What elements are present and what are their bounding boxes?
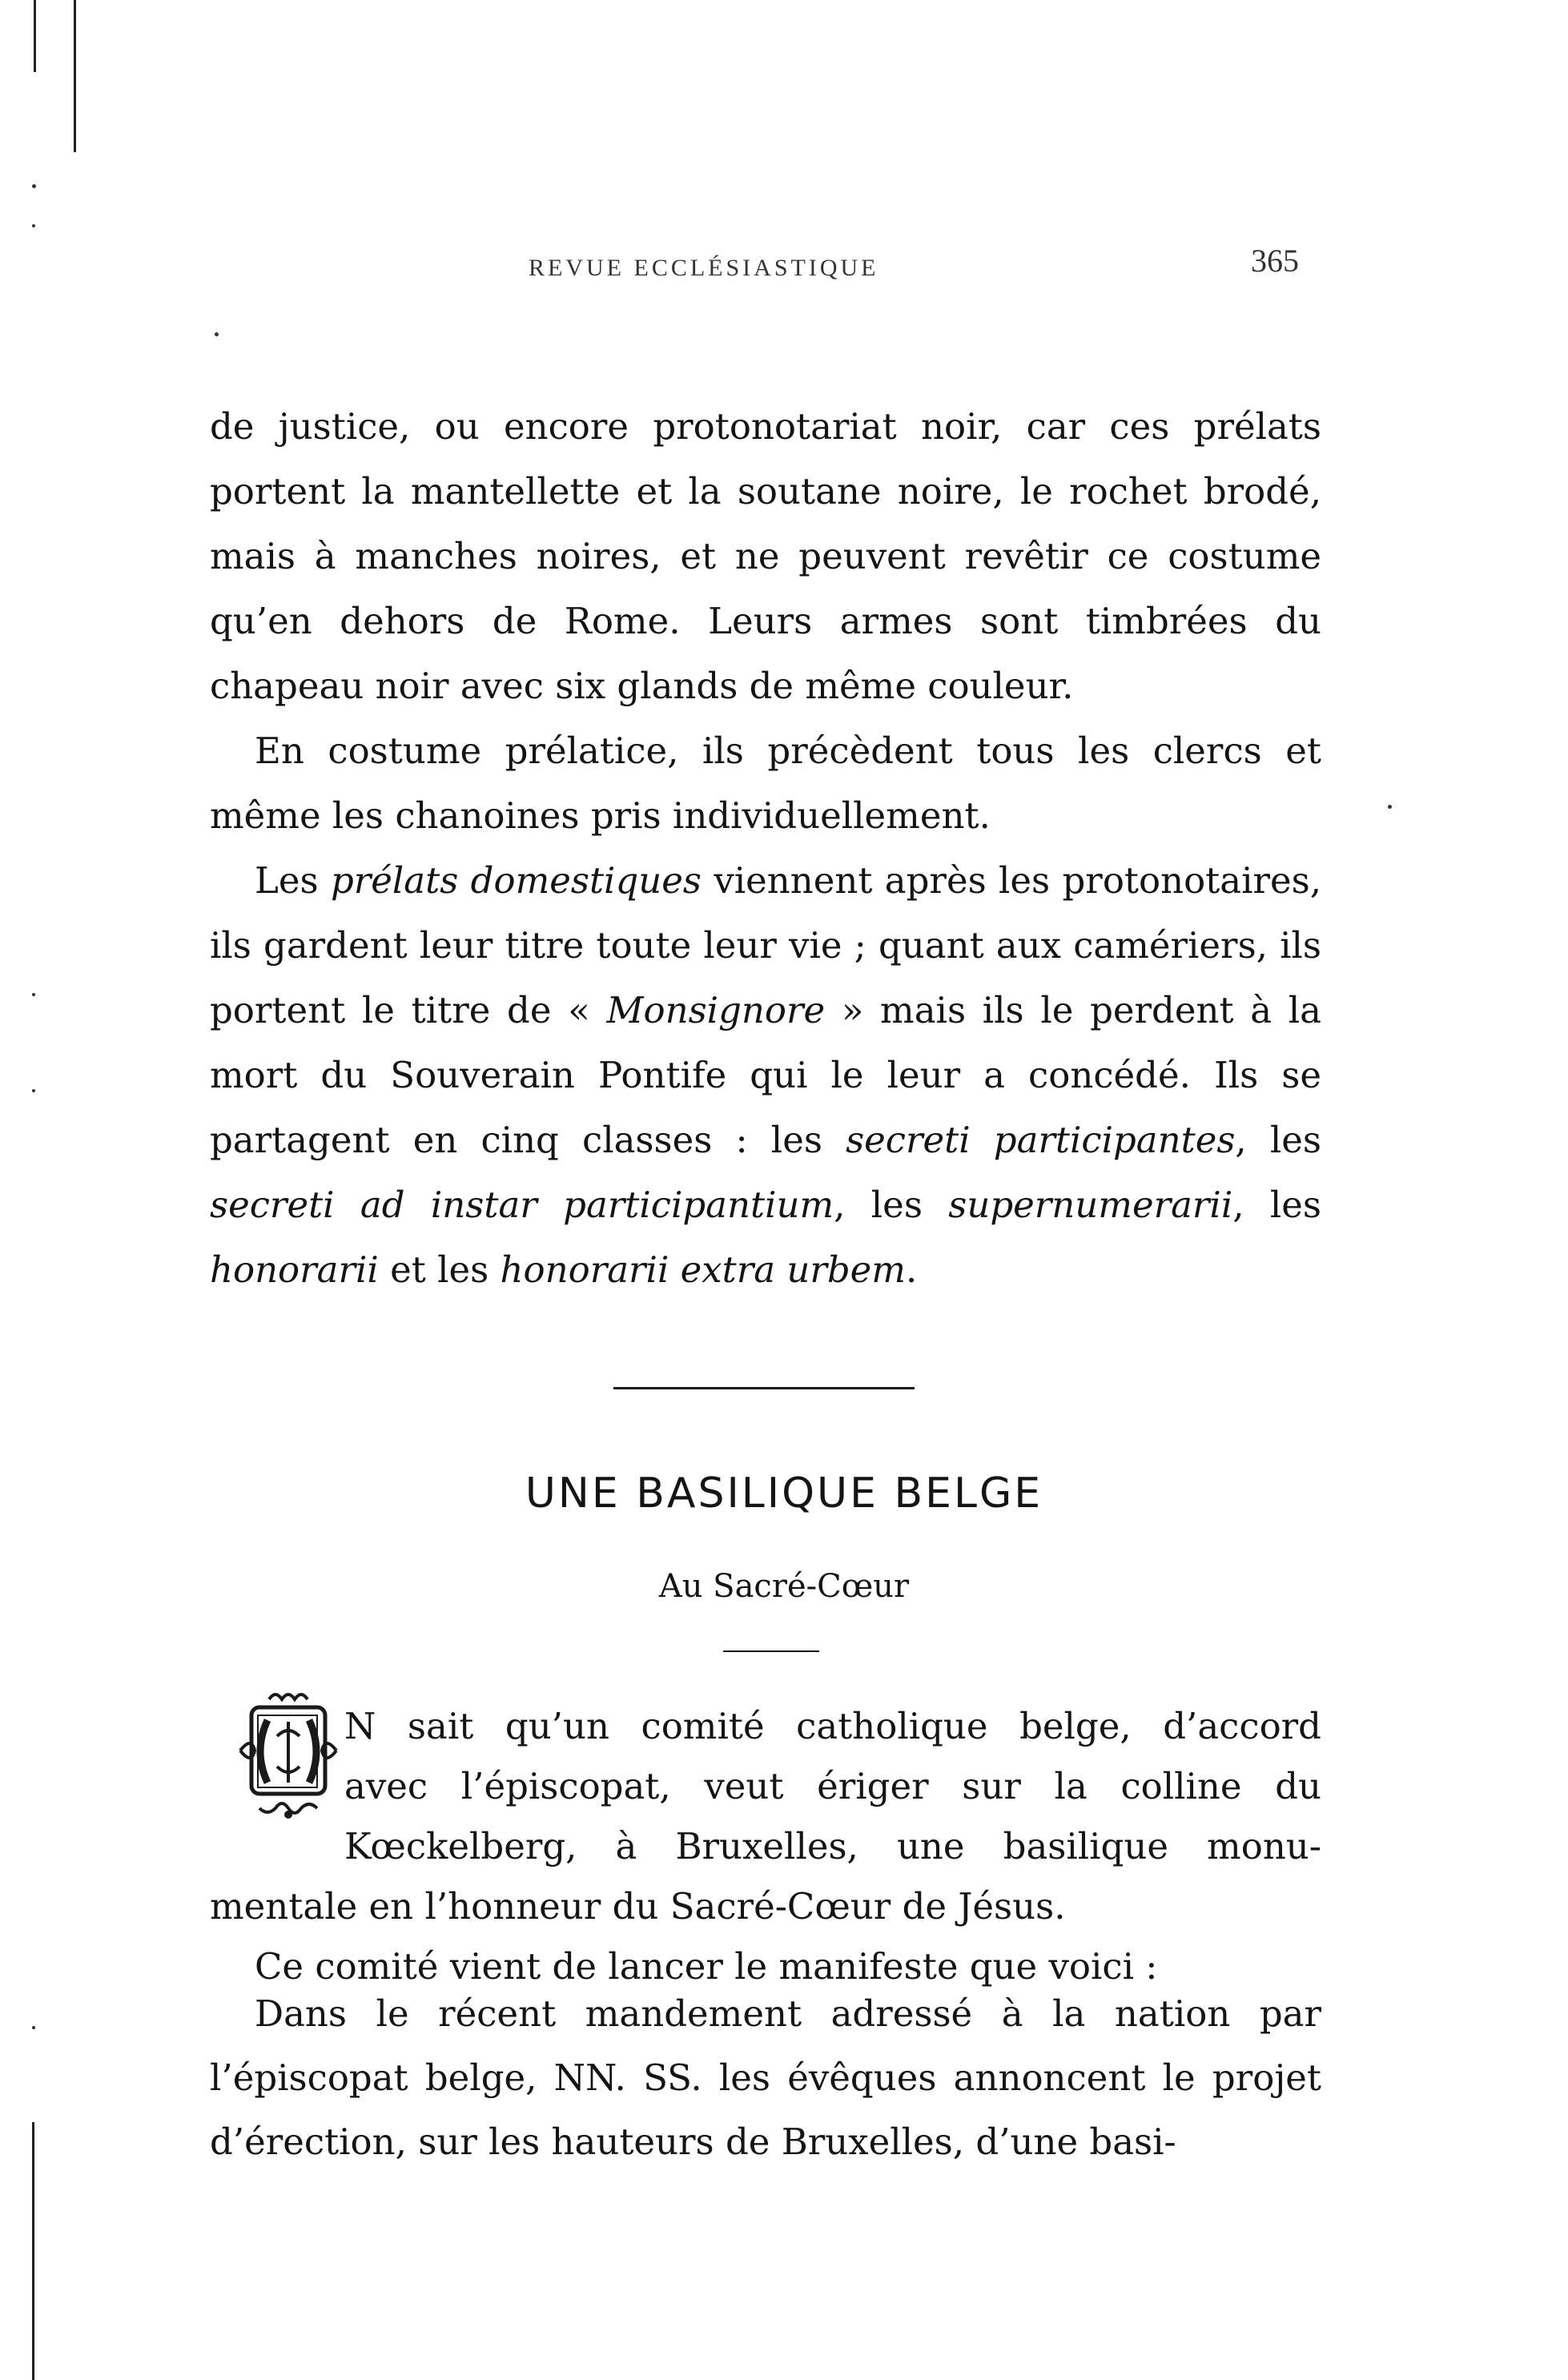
scan-speck — [32, 184, 36, 188]
article-line: Kœckelberg, à Bruxelles, une basilique monu- — [344, 1825, 1321, 1867]
section-title: UNE BASILIQUE BELGE — [525, 1469, 1043, 1518]
paragraph: de justice, ou encore protonotariat noir, car ces prélats portent la mantellette et la soutane noire, le rochet brodé, mais à manches noires, et ne peuvent revêtir ce costume qu’en dehors de Rome. Leurs armes sont timbrées du chapeau noir avec six glands de même couleur. — [210, 405, 1321, 707]
scan-edge-line — [32, 2122, 34, 2380]
article-line: avec l’épiscopat, veut ériger sur la colline du — [344, 1765, 1321, 1807]
text-run: Les — [255, 859, 331, 902]
text-run: , les — [1235, 1119, 1321, 1161]
paragraph: Dans le récent mandement adressé à la nation par l’épiscopat belge, NN. SS. les évêques annoncent le projet d’érection, sur les hauteurs de Bruxelles, d’une basi- — [210, 1992, 1321, 2163]
text-run: viennent après les protonotaires, ils gardent leur titre toute leur vie ; quant aux camériers, ils portent le titre de « — [210, 859, 1321, 1031]
text-run: et les — [378, 1248, 501, 1291]
scan-edge-line — [74, 0, 76, 152]
italic-term: Monsignore — [606, 989, 826, 1031]
italic-term: prélats domestiques — [330, 859, 702, 902]
scan-speck — [32, 1089, 35, 1092]
text-run: , les — [1232, 1184, 1322, 1226]
article-opening — [210, 1696, 1321, 1996]
running-head: REVUE ECCLÉSIASTIQUE — [529, 255, 879, 281]
section-rule — [613, 1387, 915, 1389]
italic-term: supernumerarii — [948, 1184, 1233, 1226]
italic-term: secreti ad instar participantium — [210, 1184, 834, 1226]
scan-speck — [32, 993, 35, 996]
page-number: 365 — [1251, 243, 1299, 279]
paragraph: En costume prélatice, ils précèdent tous les clercs et même les chanoines pris individuellement. — [210, 730, 1321, 837]
article-line: Ce comité vient de lancer le manifeste que voici : — [255, 1945, 1158, 1988]
italic-term: honorarii extra urbem — [500, 1248, 906, 1291]
section-subtitle: Au Sacré-Cœur — [658, 1568, 910, 1605]
text-run: . — [905, 1248, 918, 1291]
text-block-top — [210, 394, 1321, 1302]
article-line: mentale en l’honneur du Sacré-Cœur de Jésus. — [210, 1885, 1066, 1928]
scan-speck — [32, 2026, 35, 2029]
scan-speck — [32, 224, 35, 227]
italic-term: secreti participantes — [846, 1119, 1236, 1161]
paragraph-classes — [210, 848, 1321, 1302]
scan-speck — [1388, 805, 1392, 809]
article-line: N sait qu’un comité catholique belge, d’accord — [344, 1705, 1321, 1747]
text-run: , les — [834, 1184, 949, 1226]
italic-term: honorarii — [210, 1248, 379, 1291]
text-run: » mais ils le perdent à la mort du Souverain Pontife qui le leur a concédé. Ils se partagent en cinq classes : les — [210, 989, 1321, 1161]
subtitle-rule — [723, 1650, 819, 1652]
scan-edge-line — [34, 0, 36, 72]
manifesto-text — [210, 1982, 1321, 2174]
scan-speck — [215, 332, 219, 336]
